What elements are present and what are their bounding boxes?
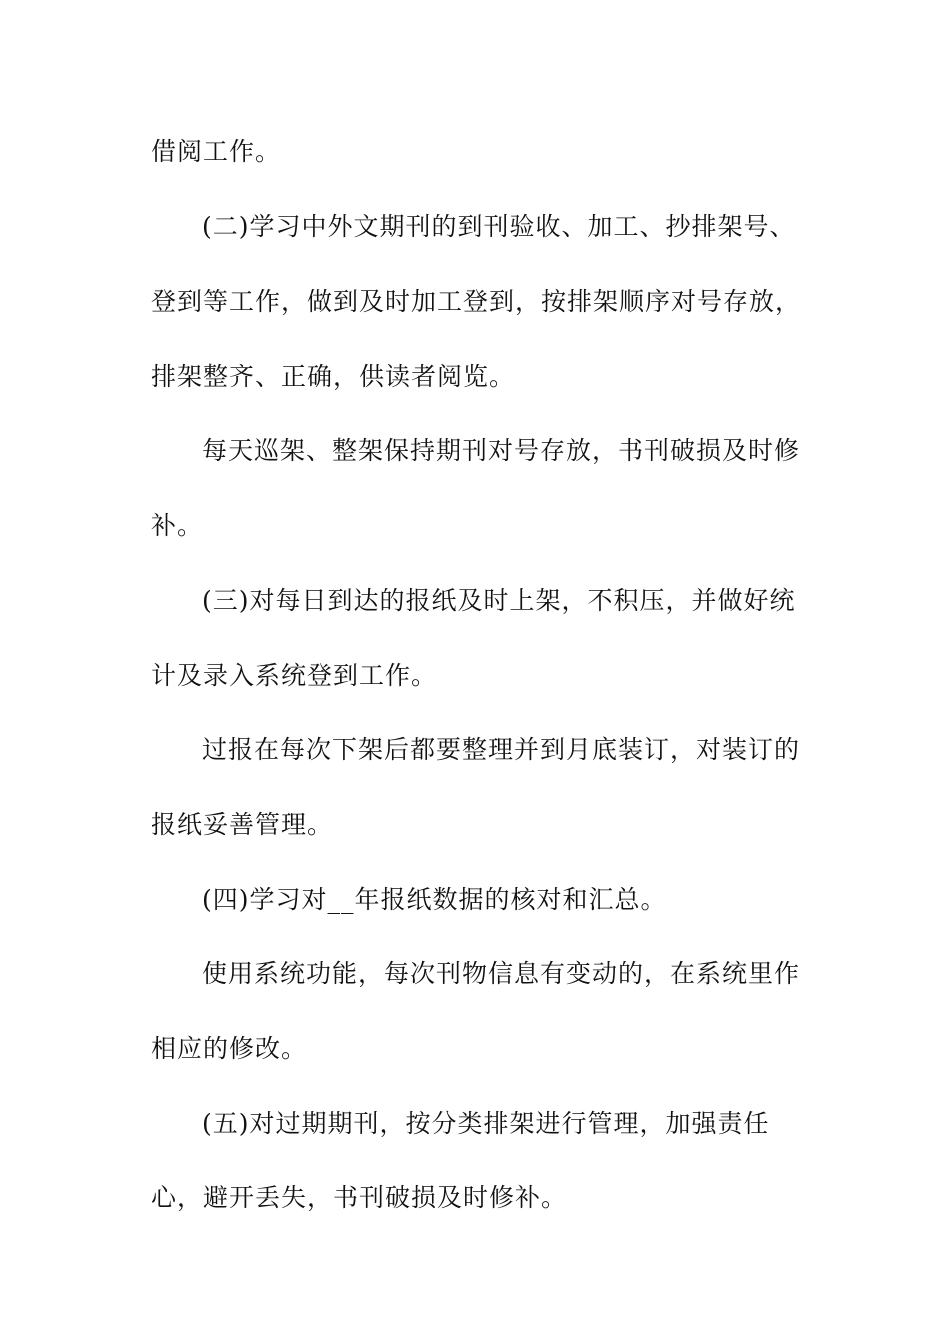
text-line: 使用系统功能，每次刊物信息有变动的，在系统里作 <box>202 959 801 988</box>
text-line: (四)学习对__年报纸数据的核对和汇总。 <box>202 885 667 914</box>
text-line: 补。 <box>151 511 204 540</box>
text-line: 计及录入系统登到工作。 <box>151 661 438 690</box>
text-line: 借阅工作。 <box>151 137 282 166</box>
text-line: (三)对每日到达的报纸及时上架，不积压，并做好统 <box>202 586 796 615</box>
text-line: 排架整齐、正确，供读者阅览。 <box>151 362 516 391</box>
text-line: 每天巡架、整架保持期刊对号存放，书刊破损及时修 <box>202 436 801 465</box>
text-line: 过报在每次下架后都要整理并到月底装订，对装订的 <box>202 735 801 764</box>
text-line: 报纸妥善管理。 <box>151 810 334 839</box>
text-line: (五)对过期期刊，按分类排架进行管理，加强责任 <box>202 1109 770 1138</box>
text-line: 相应的修改。 <box>151 1034 308 1063</box>
text-line: (二)学习中外文期刊的到刊验收、加工、抄排架号、 <box>202 212 796 241</box>
text-line: 登到等工作，做到及时加工登到，按排架顺序对号存放， <box>151 287 802 316</box>
text-line: 心，避开丢失，书刊破损及时修补。 <box>151 1183 568 1212</box>
